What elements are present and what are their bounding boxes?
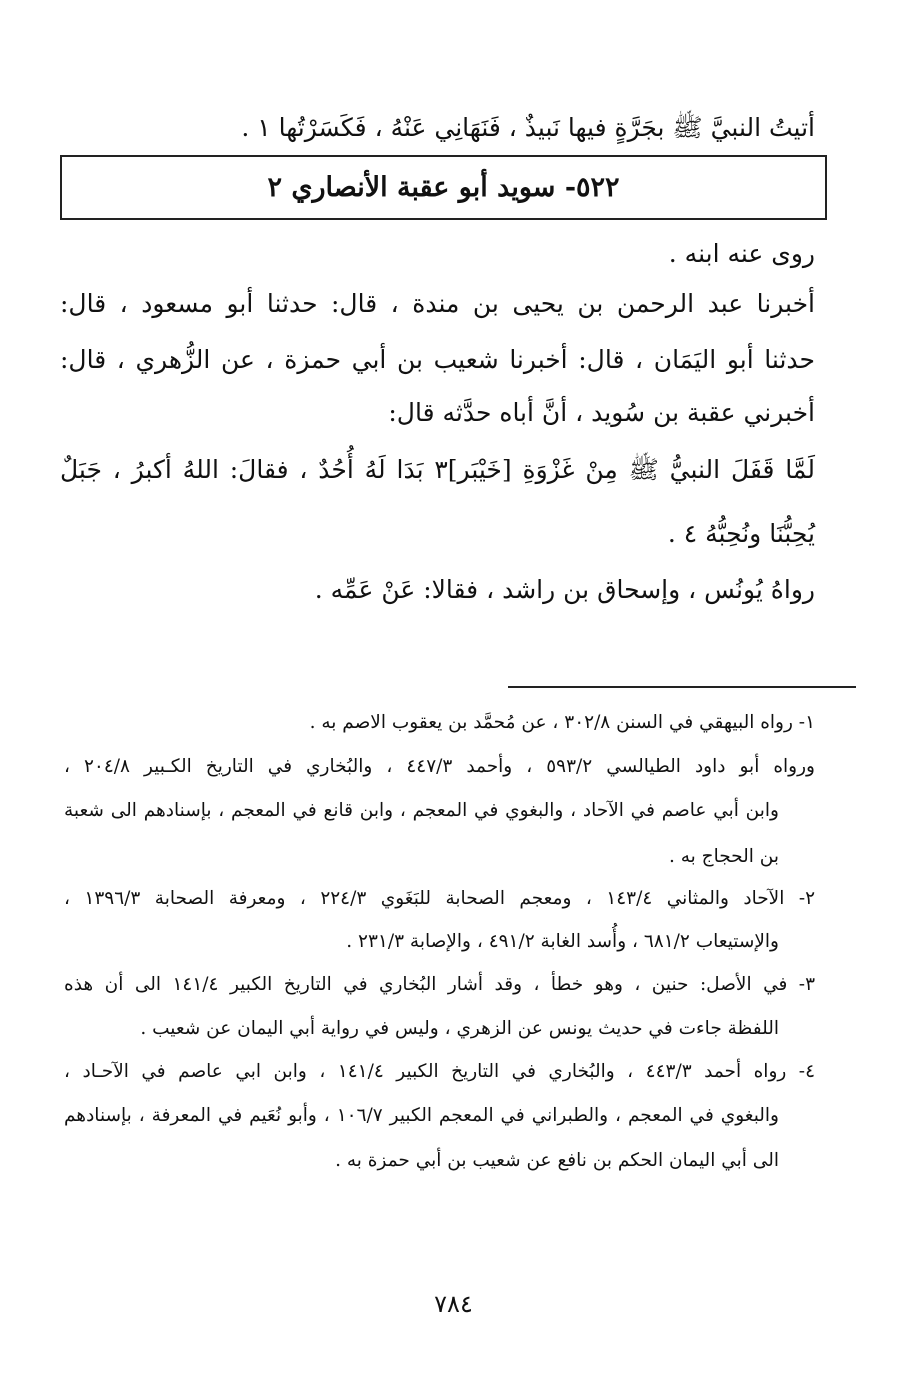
- page-number: ٧٨٤: [434, 1290, 473, 1318]
- riwaya-note: رواهُ يُونُس ، وإسحاق بن راشد ، فقالا: عَنْ عَمِّه .: [314, 575, 815, 604]
- footnote-4-line-1: ٤- رواه أحمد ٤٤٣/٣ ، والبُخاري في التاريخ الكبير ١٤١/٤ ، وابن ابي عاصم في الآحـاد ،: [64, 1061, 815, 1082]
- footnote-3-line-1: ٣- في الأصل: حنين ، وهو خطأ ، وقد أشار البُخاري في التاريخ الكبير ١٤١/٤ الى أن هذه: [64, 974, 815, 995]
- isnad-line-3: أخبرني عقبة بن سُويد ، أنَّ أباه حدَّثه قال:: [388, 398, 815, 427]
- footnote-1-line-1: ١- رواه البيهقي في السنن ٣٠٢/٨ ، عن مُحمَّد بن يعقوب الاصم به .: [309, 712, 815, 733]
- footnote-4-line-3: الى أبي اليمان الحكم بن نافع عن شعيب بن أبي حمزة به .: [335, 1150, 779, 1171]
- isnad-line-2: حدثنا أبو اليَمَان ، قال: أخبرنا شعيب بن أبي حمزة ، عن الزُّهري ، قال:: [60, 345, 815, 374]
- footnote-4-line-2: والبغوي في المعجم ، والطبراني في المعجم الكبير ١٠٦/٧ ، وأبو نُعَيم في المعرفة ، بإسنادهم: [64, 1105, 779, 1126]
- entry-heading-box: [60, 155, 827, 220]
- hadith-continuation-line: أتيتُ النبيَّ ﷺ بجَرَّةٍ فيها نَبيذٌ ، فَنَهَانِي عَنْهُ ، فَكَسَرْتُها ١ .: [241, 113, 815, 142]
- footnote-separator: [508, 686, 856, 688]
- isnad-line-1: أخبرنا عبد الرحمن بن يحيى بن مندة ، قال: حدثنا أبو مسعود ، قال:: [60, 289, 815, 318]
- footnote-1-line-2: ورواه أبو داود الطيالسي ٥٩٣/٢ ، وأحمد ٤٤٧/٣ ، والبُخاري في التاريخ الكـبير ٢٠٤/٨ ،: [64, 756, 815, 777]
- matn-line-2: يُحِبُّنَا ونُحِبُّهُ ٤ .: [667, 519, 815, 548]
- matn-line-1: لَمَّا قَفَلَ النبيُّ ﷺ مِنْ غَزْوَةِ [خَيْبَر]٣ بَدَا لَهُ أُحُدٌ ، فقالَ: اللهُ أكبرُ ، جَبَلٌ: [60, 455, 815, 484]
- footnote-3-line-2: اللفظة جاءت في حديث يونس عن الزهري ، وليس في رواية أبي اليمان عن شعيب .: [140, 1018, 779, 1039]
- footnote-1-line-4: بن الحجاج به .: [668, 846, 779, 867]
- narrator-note: روى عنه ابنه .: [668, 239, 815, 268]
- footnote-1-line-3: وابن أبي عاصم في الآحاد ، والبغوي في المعجم ، وابن قانع في المعجم ، بإسنادهم الى شعبة: [64, 800, 779, 821]
- entry-heading: ٥٢٢- سويد أبو عقبة الأنصاري ٢: [267, 172, 620, 203]
- footnote-2-line-1: ٢- الآحاد والمثاني ١٤٣/٤ ، ومعجم الصحابة للبَغَوي ٢٢٤/٣ ، ومعرفة الصحابة ١٣٩٦/٣ ،: [64, 888, 816, 909]
- footnote-2-line-2: والإستيعاب ٦٨١/٢ ، وأُسد الغابة ٤٩١/٢ ، والإصابة ٢٣١/٣ .: [346, 931, 779, 952]
